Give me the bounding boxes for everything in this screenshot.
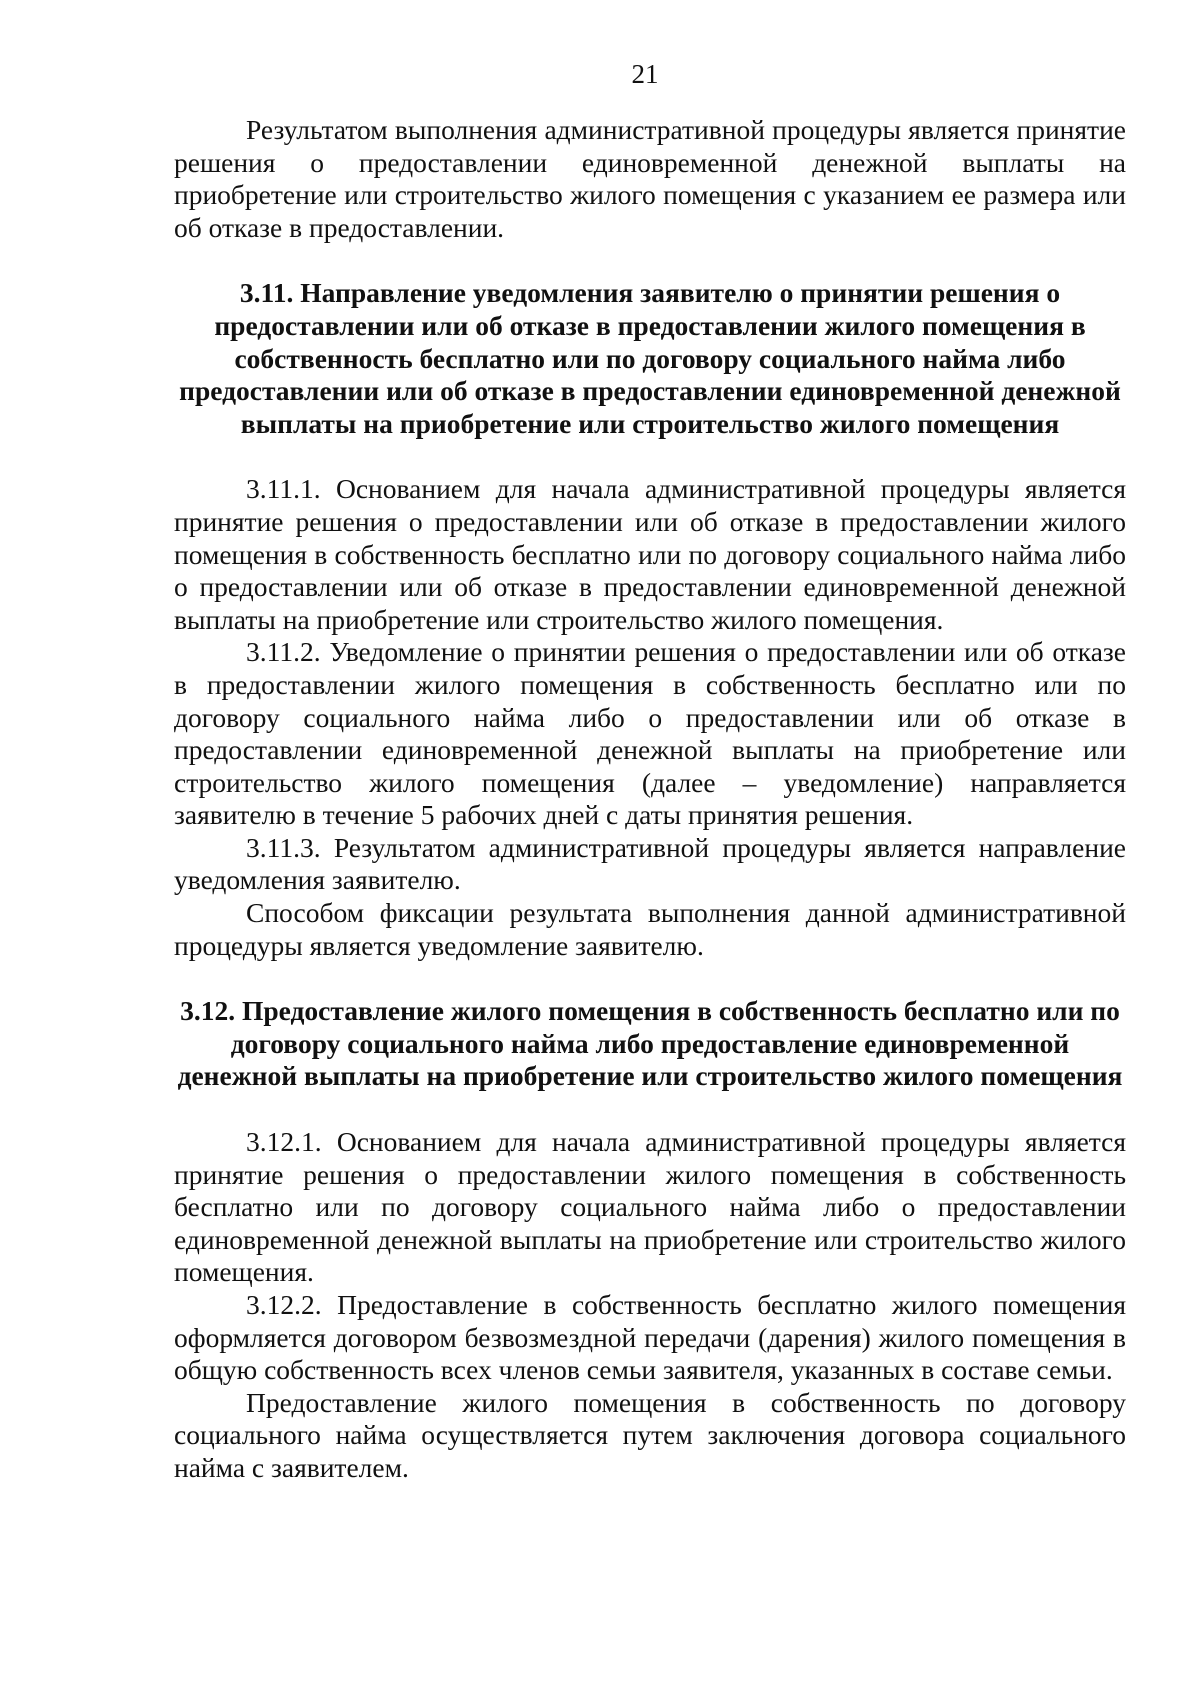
paragraph-social-rent: Предоставление жилого помещения в собственность по договору социального найма осуществляется путем заключения договора социального найма с заявителем. — [174, 1386, 1126, 1483]
paragraph-fixation-method: Способом фиксации результата выполнения данной административной процедуры является уведомление заявителю. — [174, 897, 1126, 961]
page-number: 21 — [631, 59, 659, 89]
document-body — [174, 114, 1126, 1485]
paragraph-result-3-10: Результатом выполнения административной процедуры является принятие решения о предоставлении единовременной денежной выплаты на приобретение или строительство жилого помещения с указанием ее размера или об отказе в предоставлении. — [174, 114, 1126, 243]
paragraph-3-11-2: 3.11.2. Уведомление о принятии решения о предоставлении или об отказе в предоставлении жилого помещения в собственность бесплатно или по договору социального найма либо о предоставлении или об отказе в предоставлении единовременной денежной выплаты на приобретение или строительство жилого помещения (далее – уведомление) направляется заявителю в течение 5 рабочих дней с даты принятия решения. — [174, 636, 1126, 831]
paragraph-3-11-1: 3.11.1. Основанием для начала административной процедуры является принятие решения о предоставлении или об отказе в предоставлении жилого помещения в собственность бесплатно или по договору социального найма либо о предоставлении или об отказе в предоставлении единовременной денежной выплаты на приобретение или строительство жилого помещения. — [174, 473, 1126, 635]
paragraph-3-12-1: 3.12.1. Основанием для начала административной процедуры является принятие решения о предоставлении жилого помещения в собственность бесплатно или по договору социального найма либо о предоставлении единовременной денежной выплаты на приобретение или строительство жилого помещения. — [174, 1126, 1126, 1288]
section-heading-3-11: 3.11. Направление уведомления заявителю о принятии решения о предоставлении или об отказе в предоставлении жилого помещения в собственность бесплатно или по договору социального найма либо предоставлении или об отказе в предоставлении единовременной денежной выплаты на приобретение или строительство жилого помещения — [179, 277, 1121, 439]
section-heading-3-12: 3.12. Предоставление жилого помещения в собственность бесплатно или по договору социального найма либо предоставление единовременной денежной выплаты на приобретение или строительство жилого помещения — [177, 995, 1123, 1092]
paragraph-3-11-3: 3.11.3. Результатом административной процедуры является направление уведомления заявителю. — [174, 831, 1126, 896]
paragraph-3-12-2: 3.12.2. Предоставление в собственность бесплатно жилого помещения оформляется договором безвозмездной передачи (дарения) жилого помещения в общую собственность всех членов семьи заявителя, указанных в составе семьи. — [174, 1289, 1126, 1386]
